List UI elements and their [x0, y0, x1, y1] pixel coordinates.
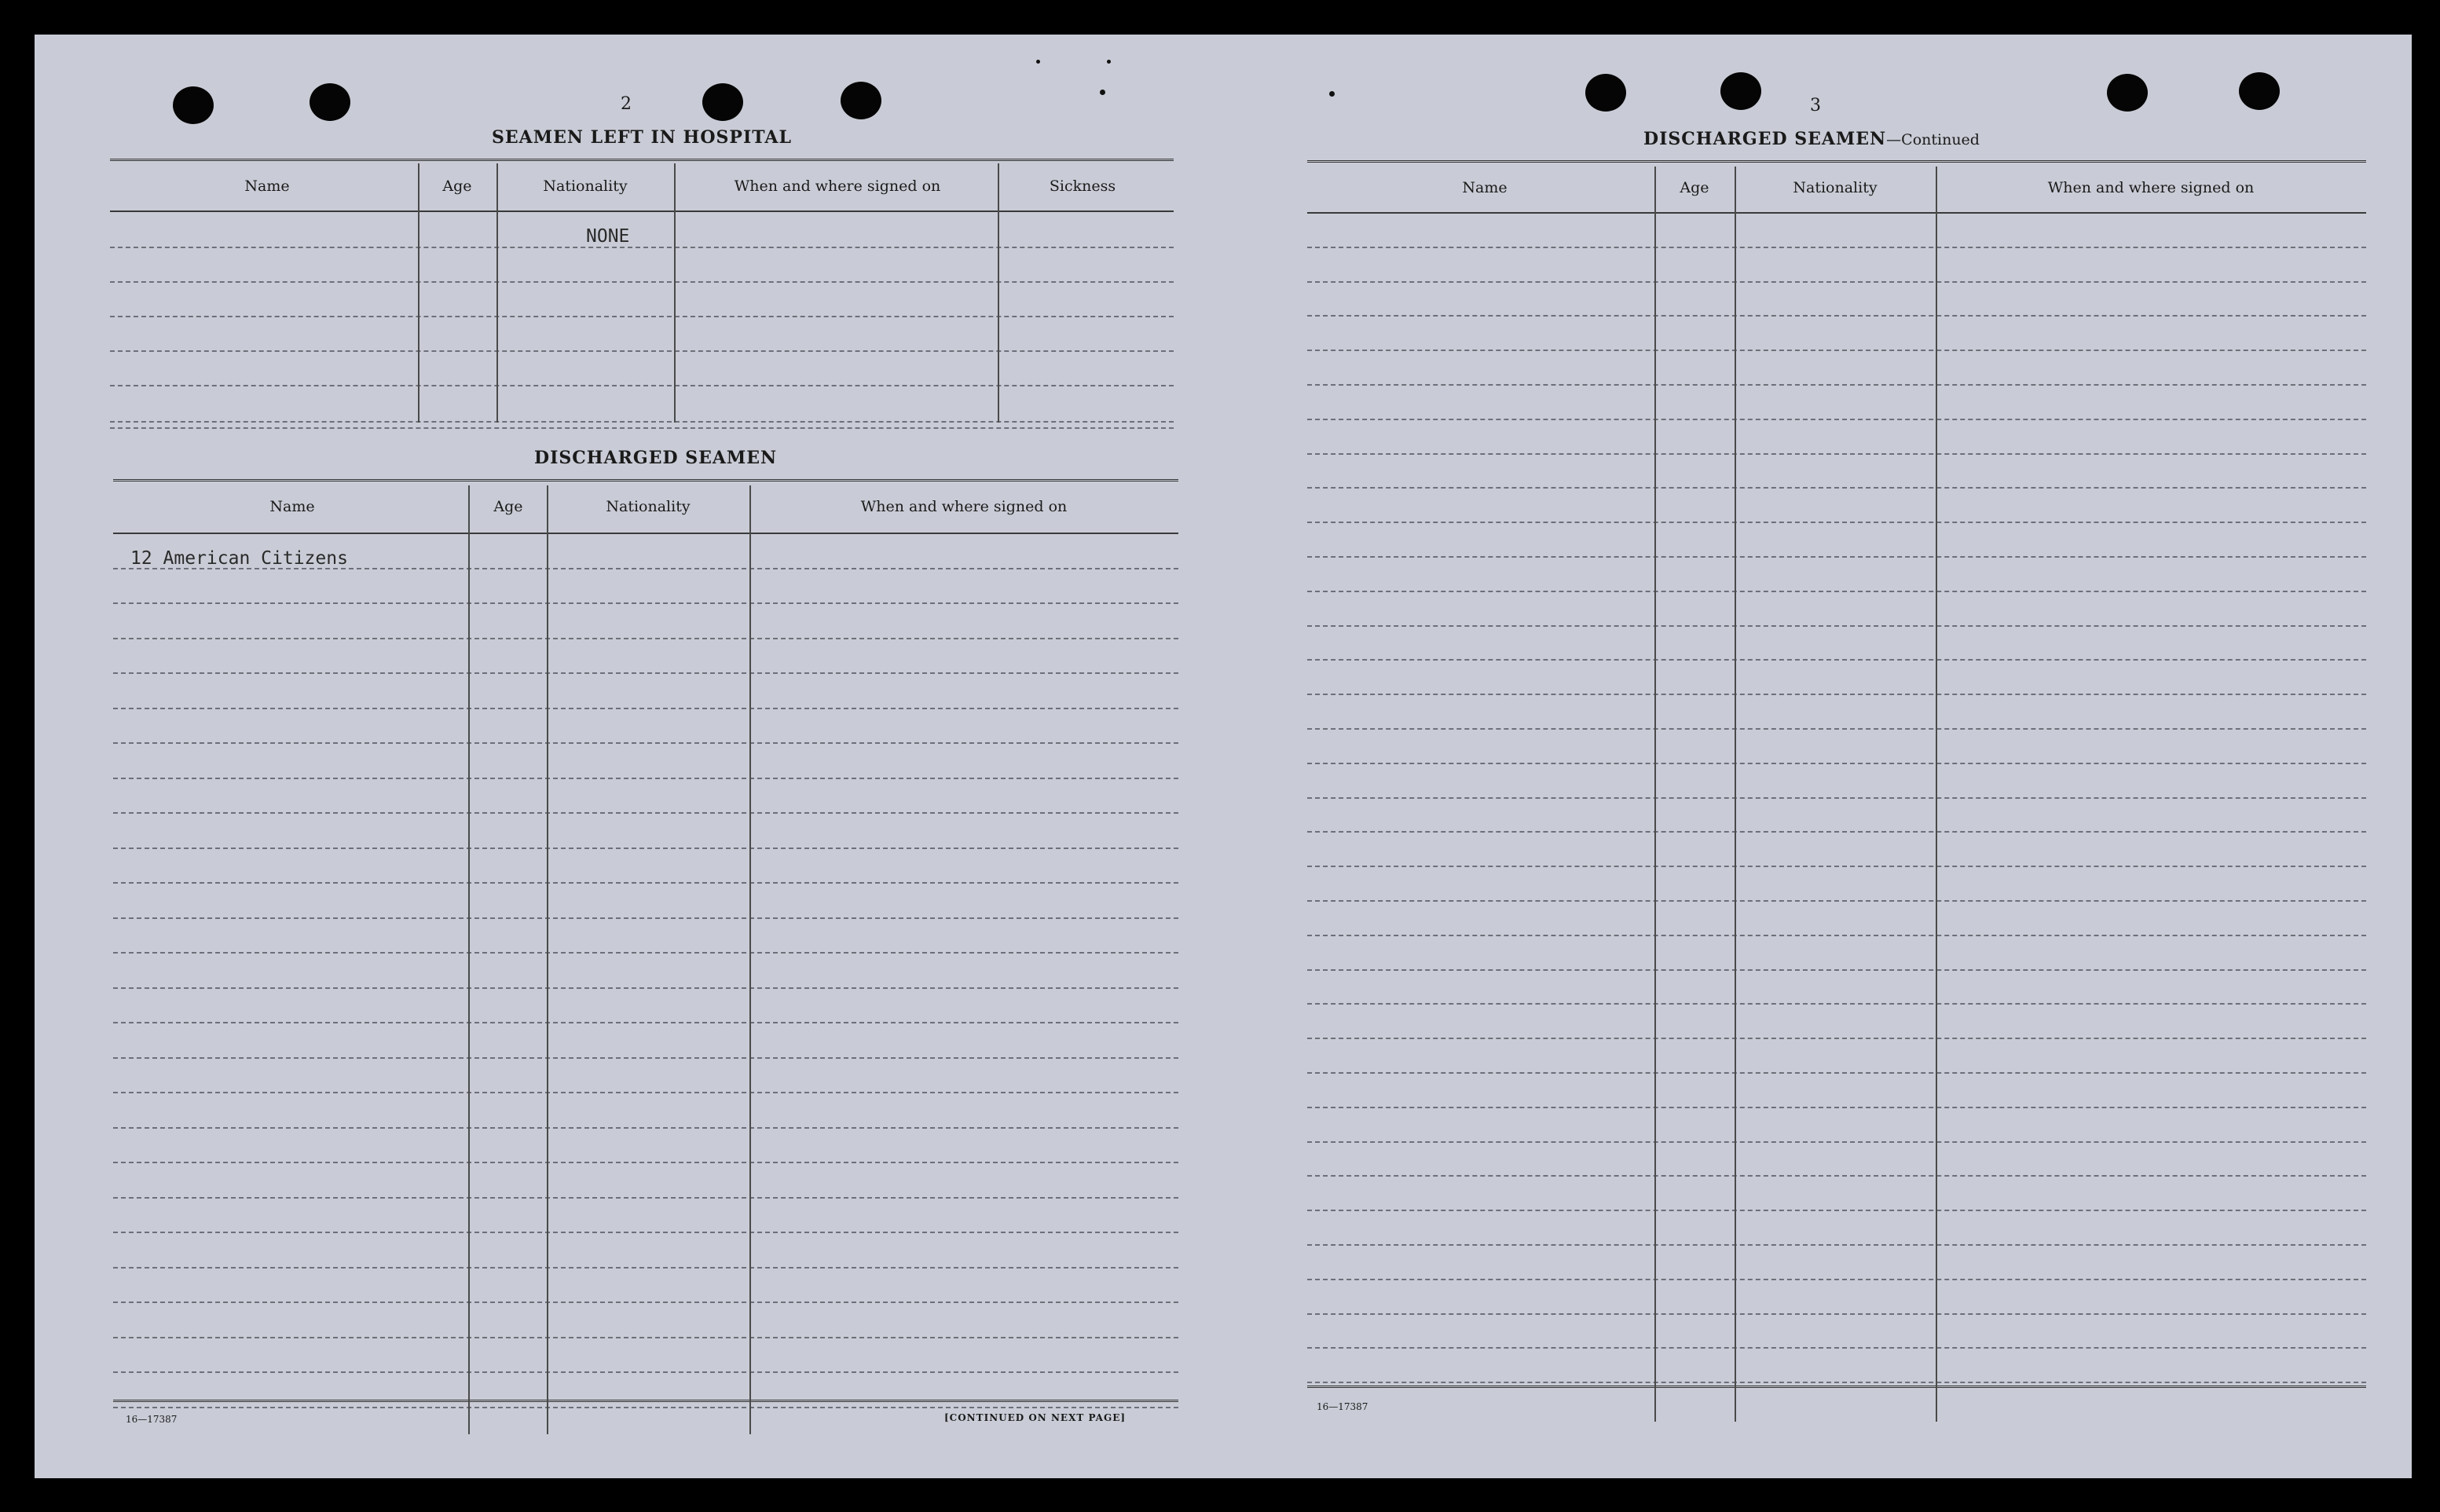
punch-hole: [310, 83, 350, 121]
table-row: [1307, 350, 2366, 351]
table-bottom-rule: [1307, 1386, 2366, 1388]
header-rule: [1307, 212, 2366, 214]
table-row: [1307, 625, 2366, 627]
discharged-section-title: DISCHARGED SEAMEN: [534, 448, 778, 468]
table-row: [113, 917, 1178, 919]
table-row: [1307, 487, 2366, 489]
table-row: [1307, 797, 2366, 799]
table-row: [1307, 453, 2366, 455]
column-divider: [998, 163, 999, 423]
table-row: [113, 1092, 1178, 1093]
column-divider: [496, 163, 498, 423]
table-row: [113, 1162, 1178, 1163]
ink-speck: [1107, 60, 1111, 64]
col-header-age: Age: [1680, 179, 1709, 196]
table-row: [113, 987, 1178, 989]
table-row: [1307, 1382, 2366, 1383]
col-header-signed-on: When and where signed on: [734, 178, 941, 195]
form-number: 16—17387: [1317, 1401, 1368, 1412]
header-rule: [110, 211, 1174, 212]
table-row: [1307, 1175, 2366, 1177]
page-number: 2: [621, 94, 632, 114]
col-header-nationality: Nationality: [1793, 179, 1878, 196]
punch-hole: [841, 82, 881, 119]
table-row: [1307, 1210, 2366, 1211]
hospital-section-title: SEAMEN LEFT IN HOSPITAL: [492, 127, 792, 148]
table-row: [1307, 419, 2366, 420]
table-row: [1307, 247, 2366, 248]
table-row: [1307, 935, 2366, 936]
table-row: [1307, 522, 2366, 523]
top-rule: [1307, 160, 2366, 163]
column-divider: [418, 163, 419, 423]
ink-speck: [1036, 60, 1040, 64]
table-row: [113, 672, 1178, 674]
table-row: [113, 1407, 1178, 1408]
table-row: [1307, 1003, 2366, 1005]
form-number: 16—17387: [126, 1414, 178, 1425]
title-main: DISCHARGED SEAMEN: [1643, 129, 1887, 149]
col-header-nationality: Nationality: [606, 498, 691, 515]
table-row: [113, 1127, 1178, 1129]
table-row: [1307, 969, 2366, 971]
column-divider: [468, 485, 470, 1434]
punch-hole: [173, 86, 214, 124]
column-divider: [1654, 167, 1656, 1422]
column-divider: [547, 485, 548, 1434]
col-header-signed-on: When and where signed on: [860, 498, 1068, 515]
table-row: [113, 1197, 1178, 1199]
table-row: [113, 602, 1178, 604]
table-row: [113, 812, 1178, 814]
table-row: [113, 1232, 1178, 1233]
table-row: [110, 247, 1174, 248]
table-row: [1307, 728, 2366, 730]
col-header-signed-on: When and where signed on: [2047, 179, 2255, 196]
top-rule: [113, 479, 1178, 481]
col-header-nationality: Nationality: [543, 178, 628, 195]
table-row: [1307, 1347, 2366, 1349]
table-row: [113, 1057, 1178, 1059]
table-row: [113, 1371, 1178, 1373]
hospital-nationality-entry: NONE: [586, 226, 630, 247]
column-divider: [1936, 167, 1937, 1422]
col-header-name: Name: [244, 178, 290, 195]
top-rule: [110, 159, 1174, 161]
table-row: [1307, 831, 2366, 833]
table-row: [1307, 1038, 2366, 1039]
column-divider: [749, 485, 751, 1434]
table-row: [1307, 659, 2366, 661]
page-number: 3: [1810, 96, 1821, 115]
punch-hole: [1720, 72, 1761, 110]
punch-hole: [2107, 74, 2148, 112]
table-row: [1307, 1141, 2366, 1143]
table-row: [113, 708, 1178, 709]
discharged-name-entry: 12 American Citizens: [130, 548, 348, 569]
punch-hole: [2239, 72, 2280, 110]
col-header-name: Name: [1462, 179, 1508, 196]
table-row: [113, 848, 1178, 849]
discharged-continued-title: [1643, 129, 1980, 149]
col-header-age: Age: [493, 498, 523, 515]
table-row: [1307, 1244, 2366, 1246]
table-row: [110, 281, 1174, 283]
column-divider: [1735, 167, 1736, 1422]
table-row: [113, 1301, 1178, 1303]
table-row: [1307, 763, 2366, 764]
col-header-age: Age: [442, 178, 472, 195]
table-row: [1307, 900, 2366, 902]
table-row: [1307, 556, 2366, 558]
table-row: [110, 385, 1174, 386]
punch-hole: [1585, 74, 1626, 112]
col-header-name: Name: [269, 498, 315, 515]
table-row: [113, 952, 1178, 954]
document-sheet: [35, 35, 2412, 1478]
table-row: [1307, 384, 2366, 386]
continued-note: [CONTINUED ON NEXT PAGE]: [944, 1412, 1127, 1423]
table-row: [113, 638, 1178, 639]
title-continued: —Continued: [1886, 131, 1980, 148]
table-row: [1307, 1072, 2366, 1074]
table-row: [110, 316, 1174, 317]
ink-speck: [1100, 90, 1105, 95]
table-row: [110, 421, 1174, 423]
table-row: [113, 1267, 1178, 1269]
table-row: [113, 778, 1178, 779]
table-row: [113, 882, 1178, 884]
table-row: [1307, 1107, 2366, 1108]
table-row: [1307, 694, 2366, 695]
table-row: [1307, 281, 2366, 283]
table-row: [113, 1337, 1178, 1338]
ink-speck: [1329, 91, 1335, 97]
table-row: [1307, 1279, 2366, 1280]
table-row: [110, 350, 1174, 352]
table-row: [113, 742, 1178, 744]
table-row: [113, 1022, 1178, 1023]
table-row: [1307, 315, 2366, 317]
col-header-sickness: Sickness: [1049, 178, 1116, 195]
table-row: [1307, 591, 2366, 592]
table-bottom-rule: [113, 1400, 1178, 1402]
column-divider: [674, 163, 676, 423]
table-row: [1307, 1313, 2366, 1315]
punch-hole: [702, 83, 743, 121]
table-bottom-rule: [110, 427, 1174, 429]
table-row: [1307, 866, 2366, 867]
header-rule: [113, 533, 1178, 534]
